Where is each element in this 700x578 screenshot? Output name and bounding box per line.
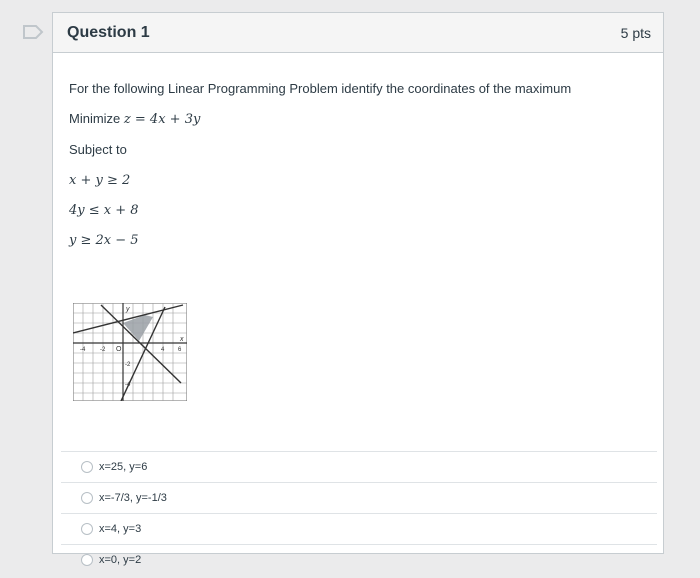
answer-option[interactable] — [61, 513, 657, 544]
question-prompt: For the following Linear Programming Problem identify the coordinates of the maximum — [69, 81, 572, 96]
question-header — [53, 13, 663, 53]
answer-label: x=4, y=3 — [99, 523, 142, 535]
question-title: Question 1 — [67, 23, 150, 41]
graph-tick-y-neg4: -4 — [125, 382, 131, 388]
radio-button[interactable] — [81, 523, 93, 535]
answer-option[interactable] — [61, 451, 657, 482]
answer-option[interactable] — [61, 482, 657, 513]
graph-tick-neg2: -2 — [100, 347, 106, 353]
objective-function: z = 4x + 3y — [123, 112, 201, 127]
question-points: 5 pts — [620, 24, 651, 41]
answer-label: x=-7/3, y=-1/3 — [99, 492, 167, 504]
question-card — [52, 12, 664, 566]
graph-tick-y-neg2: -2 — [125, 362, 131, 368]
radio-button[interactable] — [81, 461, 93, 473]
answer-label: x=25, y=6 — [99, 461, 148, 473]
answer-option[interactable] — [61, 544, 657, 575]
subject-to-label: Subject to — [69, 142, 127, 157]
graph-x-label: x — [180, 336, 184, 343]
constraint-1: x + y ≥ 2 — [69, 173, 131, 188]
radio-button[interactable] — [81, 554, 93, 566]
constraint-3: y ≥ 2x − 5 — [69, 233, 139, 248]
flag-question-icon[interactable] — [22, 24, 44, 40]
objective-line — [69, 111, 200, 127]
constraint-2: 4y ≤ x + 8 — [69, 203, 139, 218]
feasible-region-graph — [73, 303, 187, 401]
answer-list — [61, 451, 657, 575]
objective-prefix: Minimize — [69, 111, 121, 126]
graph-tick-4: 4 — [161, 347, 165, 353]
answer-label: x=0, y=2 — [99, 554, 142, 566]
graph-origin-label: O — [116, 346, 122, 353]
radio-button[interactable] — [81, 492, 93, 504]
graph-tick-6: 6 — [178, 347, 182, 353]
graph-y-label: y — [126, 306, 130, 313]
graph-tick-neg4: -4 — [80, 347, 86, 353]
